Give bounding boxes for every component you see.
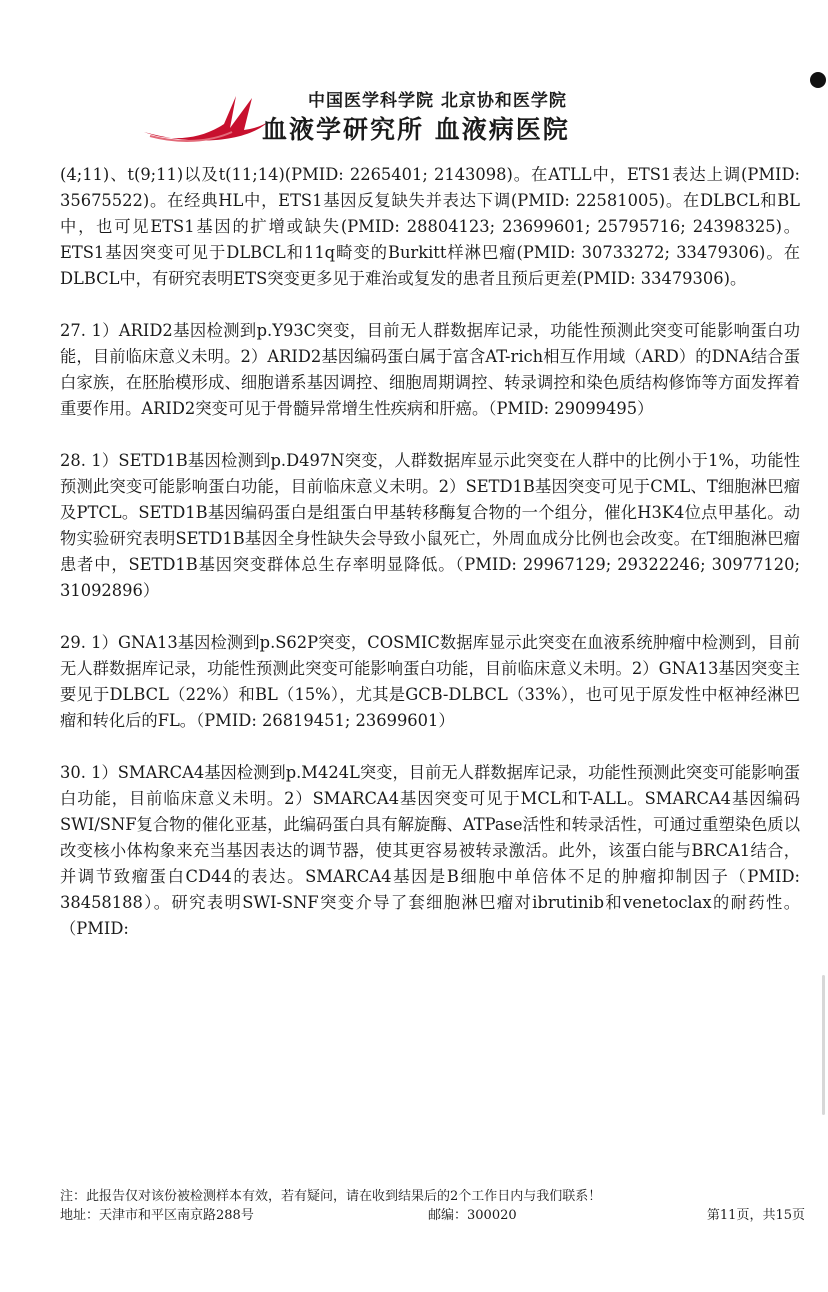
paragraph-setd1b: 28. 1）SETD1B基因检测到p.D497N突变，人群数据库显示此突变在人群中的比例小于1%，功能性预测此突变可能影响蛋白功能，目前临床意义未明。2）SETD1B基因突变可见于CML、T细胞淋巴瘤及PTCL。SETD1B基因编码蛋白是组蛋白甲基转移酶复合物的一个组分，催化H3K4位点甲基化。动物实验研究表明SETD1B基因全身性缺失会导致小鼠死亡，外周血成分比例也会改变。在T细胞淋巴瘤患者中，SETD1B基因突变群体总生存率明显降低。（PMID: 29967129; 29322246; 30977120; 31092896）	[60, 451, 800, 600]
report-body	[60, 162, 800, 968]
paragraph-arid2: 27. 1）ARID2基因检测到p.Y93C突变，目前无人群数据库记录，功能性预测此突变可能影响蛋白功能，目前临床意义未明。2）ARID2基因编码蛋白属于富含AT-rich相互作用域（ARD）的DNA结合蛋白家族，在胚胎模形成、细胞谱系基因调控、细胞周期调控、转录调控和染色质结构修饰等方面发挥着重要作用。ARID2突变可见于骨髓异常增生性疾病和肝癌。（PMID: 29099495）	[60, 321, 800, 418]
footer-page-number: 第11页，共15页	[706, 1208, 805, 1223]
footer-address: 地址：天津市和平区南京路288号	[60, 1208, 254, 1223]
institution-name-line1: 中国医学科学院 北京协和医学院	[308, 91, 567, 111]
paragraph-smarca4: 30. 1）SMARCA4基因检测到p.M424L突变，目前无人群数据库记录，功能性预测此突变可能影响蛋白功能，目前临床意义未明。2）SMARCA4基因突变可见于MCL和T-ALL。SMARCA4基因编码SWI/SNF复合物的催化亚基，此编码蛋白具有解旋酶、ATPase活性和转录活性，可通过重塑染色质以改变核小体构象来充当基因表达的调节器，使其更容易被转录激活。此外，该蛋白能与BRCA1结合，并调节致瘤蛋白CD44的表达。SMARCA4基因是B细胞中单倍体不足的肿瘤抑制因子（PMID: 38458188）。研究表明SWI-SNF突变介导了套细胞淋巴瘤对ibrutinib和venetoclax的耐药性。（PMID:	[60, 763, 800, 938]
report-header	[140, 82, 620, 152]
red-ribbon-logo-icon	[140, 82, 270, 146]
paragraph-ets1-continued: (4;11)、t(9;11)以及t(11;14)(PMID: 2265401; 2143098)。在ATLL中，ETS1表达上调(PMID: 35675522)。在经典HL中，ETS1基因反复缺失并表达下调(PMID: 22581005)。在DLBCL和BL中，也可见ETS1基因的扩增或缺失(PMID: 28804123; 23699601; 25795716; 24398325)。ETS1基因突变可见于DLBCL和11q畸变的Burkitt样淋巴瘤(PMID: 30733272; 33479306)。在DLBCL中，有研究表明ETS突变更多见于难治或复发的患者且预后更差(PMID: 33479306)。	[60, 165, 800, 288]
footer-postcode: 邮编：300020	[428, 1208, 517, 1223]
paragraph-gna13: 29. 1）GNA13基因检测到p.S62P突变，COSMIC数据库显示此突变在血液系统肿瘤中检测到，目前无人群数据库记录，功能性预测此突变可能影响蛋白功能，目前临床意义未明。2）GNA13基因突变主要见于DLBCL（22%）和BL（15%），尤其是GCB-DLBCL（33%），也可见于原发性中枢神经淋巴瘤和转化后的FL。（PMID: 26819451; 23699601）	[60, 633, 800, 730]
institution-name-line2: 血液学研究所 血液病医院	[262, 115, 570, 144]
scrollbar-thumb[interactable]	[822, 975, 825, 1115]
footer-disclaimer: 注：此报告仅对该份被检测样本有效，若有疑问，请在收到结果后的2个工作日内与我们联系！	[60, 1189, 602, 1204]
page-marker-dot	[810, 72, 826, 88]
footer-info	[60, 1207, 805, 1225]
